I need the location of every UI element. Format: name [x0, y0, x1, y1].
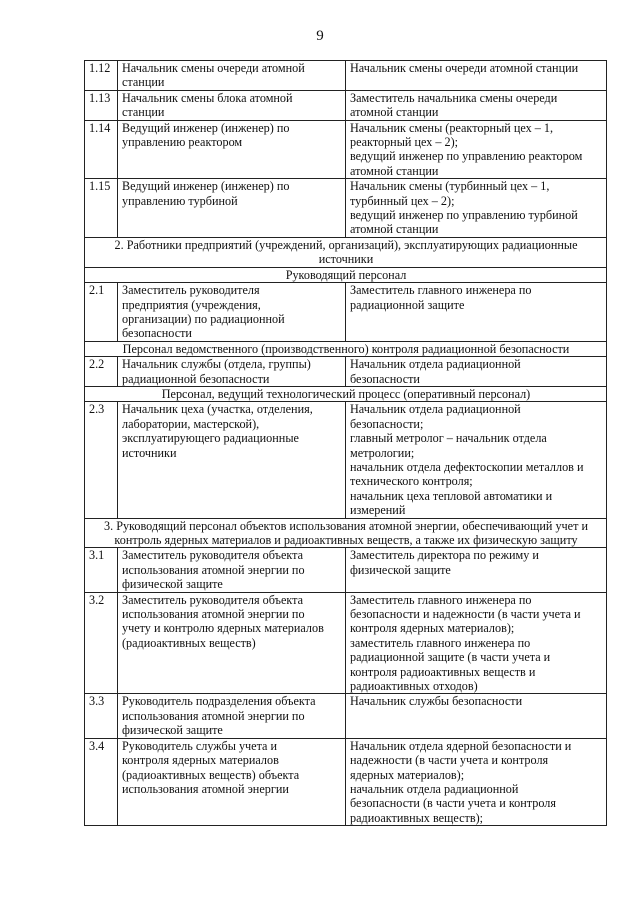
position-title-line: Начальник смены блока атомной	[122, 90, 293, 105]
position-title-line: использования атомной энергии по	[122, 708, 305, 723]
replacement-title-line: контроля ядерных материалов);	[350, 621, 515, 636]
replacement-title-line: безопасности (в части учета и контроля	[350, 796, 556, 811]
replacement-title-line: метрологии;	[350, 445, 415, 460]
position-title-line: управлению турбиной	[122, 193, 238, 208]
position-title	[118, 592, 346, 694]
item-number: 1.15	[85, 179, 118, 238]
replacement-title	[346, 357, 607, 387]
item-number: 2.3	[85, 402, 118, 518]
position-title-line: станции	[122, 75, 165, 90]
position-title-line: лаборатории, мастерской),	[122, 416, 260, 431]
position-title-line: Заместитель руководителя	[122, 283, 260, 298]
replacement-title-line: контроля радиоактивных веществ и	[350, 664, 536, 679]
replacement-title-line: ядерных материалов);	[350, 767, 465, 782]
position-title	[118, 548, 346, 592]
position-title-line: управлению реактором	[122, 135, 243, 150]
section-heading-row	[85, 341, 607, 356]
position-title	[118, 283, 346, 342]
replacement-title-line: заместитель главного инженера по	[350, 635, 531, 650]
position-title-line: физической защите	[122, 723, 223, 738]
replacement-title-line: радиоактивных веществ);	[350, 810, 484, 825]
replacement-title-line: безопасности;	[350, 416, 424, 431]
replacement-title-line: ведущий инженер по управлению турбиной	[350, 208, 578, 223]
replacement-title	[346, 694, 607, 738]
position-title-line: организации) по радиационной	[122, 311, 285, 326]
section-heading-line: 3. Руководящий персонал объектов использования атомной энергии, обеспечивающий учет и	[104, 518, 588, 533]
replacement-title-line: начальник отдела радиационной	[350, 781, 519, 796]
replacement-title-line: начальник цеха тепловой автоматики и	[350, 488, 553, 503]
replacement-title-line: Начальник отдела ядерной безопасности и	[350, 738, 572, 753]
table-row	[85, 592, 607, 694]
position-title-line: эксплуатирующего радиационные	[122, 431, 299, 446]
position-title-line: предприятия (учреждения,	[122, 297, 261, 312]
replacement-title-line: безопасности	[350, 371, 420, 386]
position-title-line: Ведущий инженер (инженер) по	[122, 179, 290, 194]
replacement-title	[346, 592, 607, 694]
replacement-title-line: Заместитель главного инженера по	[350, 592, 532, 607]
table-row	[85, 61, 607, 91]
replacement-title-line: физической защите	[350, 562, 451, 577]
section-heading	[85, 386, 607, 401]
replacement-title-line: Начальник смены очереди атомной станции	[350, 61, 579, 75]
section-heading	[85, 518, 607, 548]
position-title-line: использования атомной энергии по	[122, 607, 305, 622]
replacement-title-line: ведущий инженер по управлению реактором	[350, 149, 583, 164]
position-title	[118, 694, 346, 738]
replacement-title	[346, 738, 607, 825]
position-title	[118, 179, 346, 238]
position-title-line: источники	[122, 445, 177, 460]
item-number: 1.13	[85, 90, 118, 120]
replacement-title-line: Начальник службы безопасности	[350, 694, 523, 709]
table-row	[85, 694, 607, 738]
position-title-line: (радиоактивных веществ) объекта	[122, 767, 300, 782]
replacement-title-line: технического контроля;	[350, 474, 473, 489]
replacement-title-line: атомной станции	[350, 222, 439, 237]
section-heading	[85, 341, 607, 356]
replacement-title-line: турбинный цех – 2);	[350, 193, 455, 208]
position-title-line: использования атомной энергии по	[122, 562, 305, 577]
position-title-line: безопасности	[122, 326, 192, 341]
section-heading	[85, 237, 607, 267]
replacement-title	[346, 402, 607, 518]
table-row	[85, 738, 607, 825]
replacement-title	[346, 179, 607, 238]
section-heading-line: Персонал ведомственного (производственного) контроля радиационной безопасности	[122, 341, 570, 356]
section-heading-row	[85, 237, 607, 267]
section-heading-line: Руководящий персонал	[285, 267, 407, 282]
replacement-title-line: Начальник отдела радиационной	[350, 402, 521, 417]
table-row	[85, 402, 607, 518]
position-title-line: Начальник цеха (участка, отделения,	[122, 402, 313, 417]
item-number: 3.4	[85, 738, 118, 825]
table-row	[85, 283, 607, 342]
position-title-line: Начальник смены очереди атомной	[122, 61, 305, 75]
section-heading-row	[85, 267, 607, 282]
positions-table	[84, 60, 607, 826]
replacement-title	[346, 61, 607, 91]
item-number: 1.12	[85, 61, 118, 91]
replacement-title-line: Заместитель директора по режиму и	[350, 548, 539, 563]
section-heading-line: 2. Работники предприятий (учреждений, организаций), эксплуатирующих радиационные	[114, 237, 578, 252]
replacement-title-line: Заместитель начальника смены очереди	[350, 90, 558, 105]
position-title-line: Заместитель руководителя объекта	[122, 548, 303, 563]
position-title	[118, 120, 346, 179]
position-title-line: физической защите	[122, 577, 223, 592]
position-title-line: радиационной безопасности	[122, 371, 270, 386]
replacement-title-line: Заместитель главного инженера по	[350, 283, 532, 298]
replacement-title-line: реакторный цех – 2);	[350, 135, 459, 150]
replacement-title-line: радиоактивных отходов)	[350, 679, 478, 694]
table-row	[85, 90, 607, 120]
page-number: 9	[316, 28, 324, 44]
item-number: 3.3	[85, 694, 118, 738]
section-heading	[85, 267, 607, 282]
replacement-title-line: измерений	[350, 503, 406, 518]
table-row	[85, 548, 607, 592]
section-heading-row	[85, 518, 607, 548]
replacement-title-line: начальник отдела дефектоскопии металлов и	[350, 459, 584, 474]
position-title	[118, 61, 346, 91]
replacement-title-line: безопасности и надежности (в части учета и	[350, 607, 581, 622]
position-title	[118, 90, 346, 120]
replacement-title-line: Начальник отдела радиационной	[350, 357, 521, 372]
position-title-line: Руководитель службы учета и	[122, 738, 278, 753]
replacement-title-line: радиационной защите	[350, 297, 465, 312]
table-row	[85, 120, 607, 179]
replacement-title-line: Начальник смены (турбинный цех – 1,	[350, 179, 550, 194]
table-row	[85, 179, 607, 238]
position-title-line: использования атомной энергии	[122, 781, 289, 796]
position-title-line: учету и контролю ядерных материалов	[122, 621, 324, 636]
item-number: 2.1	[85, 283, 118, 342]
section-heading-line: источники	[318, 252, 374, 267]
table-body	[85, 61, 607, 826]
item-number: 3.2	[85, 592, 118, 694]
position-title-line: Начальник службы (отдела, группы)	[122, 357, 311, 372]
position-title-line: станции	[122, 105, 165, 120]
item-number: 3.1	[85, 548, 118, 592]
replacement-title-line: атомной станции	[350, 105, 439, 120]
section-heading-line: Персонал, ведущий технологический процесс (оперативный персонал)	[161, 386, 531, 401]
replacement-title	[346, 548, 607, 592]
position-title-line: Руководитель подразделения объекта	[122, 694, 316, 709]
replacement-title	[346, 120, 607, 179]
replacement-title	[346, 283, 607, 342]
position-title	[118, 357, 346, 387]
replacement-title-line: атомной станции	[350, 163, 439, 178]
position-title-line: Ведущий инженер (инженер) по	[122, 120, 290, 135]
table-row	[85, 357, 607, 387]
position-title-line: (радиоактивных веществ)	[122, 635, 256, 650]
section-heading-row	[85, 386, 607, 401]
replacement-title-line: Начальник смены (реакторный цех – 1,	[350, 120, 554, 135]
replacement-title-line: радиационной защите (в части учета и	[350, 650, 551, 665]
item-number: 1.14	[85, 120, 118, 179]
replacement-title-line: главный метролог – начальник отдела	[350, 431, 547, 446]
item-number: 2.2	[85, 357, 118, 387]
position-title	[118, 402, 346, 518]
section-heading-line: контроль ядерных материалов и радиоактивных веществ, а также их физическую защиту	[114, 533, 578, 547]
position-title	[118, 738, 346, 825]
replacement-title	[346, 90, 607, 120]
position-title-line: Заместитель руководителя объекта	[122, 592, 303, 607]
replacement-title-line: надежности (в части учета и контроля	[350, 753, 549, 768]
position-title-line: контроля ядерных материалов	[122, 753, 279, 768]
